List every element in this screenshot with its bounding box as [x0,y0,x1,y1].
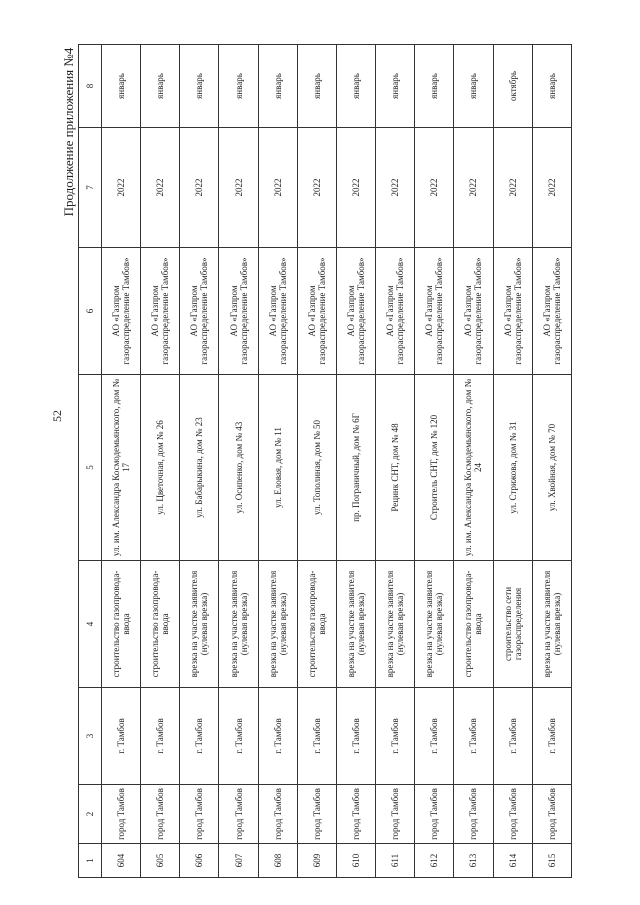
cell-work-type: врезка на участке заявителя (нулевая врезка) [415,561,454,688]
column-header-settlement: 3 [79,688,102,785]
cell-address: ул. Цветочная, дом № 26 [141,375,180,561]
cell-municipality: город Тамбов [219,785,258,844]
cell-settlement: г. Тамбов [102,688,141,785]
cell-work-type: врезка на участке заявителя (нулевая врезка) [219,561,258,688]
cell-row-number: 607 [219,844,258,878]
cell-municipality: город Тамбов [258,785,297,844]
cell-work-type: врезка на участке заявителя (нулевая врезка) [336,561,375,688]
cell-municipality: город Тамбов [493,785,532,844]
cell-settlement: г. Тамбов [493,688,532,785]
cell-month: январь [532,45,571,128]
column-header-year: 7 [79,128,102,248]
column-header-address: 5 [79,375,102,561]
cell-organization: АО «Газпром газораспределение Тамбов» [102,248,141,375]
table-row [297,45,336,878]
table-body [79,45,572,878]
cell-work-type: строительство газопровода-ввода [454,561,493,688]
cell-year: 2022 [141,128,180,248]
cell-municipality: город Тамбов [454,785,493,844]
page-number: 52 [50,410,64,422]
cell-work-type: врезка на участке заявителя (нулевая врезка) [532,561,571,688]
cell-settlement: г. Тамбов [141,688,180,785]
column-header-organization: 6 [79,248,102,375]
table-row [376,45,415,878]
cell-year: 2022 [102,128,141,248]
cell-row-number: 610 [336,844,375,878]
table-row [415,45,454,878]
cell-settlement: г. Тамбов [454,688,493,785]
cell-organization: АО «Газпром газораспределение Тамбов» [180,248,219,375]
cell-row-number: 615 [532,844,571,878]
cell-year: 2022 [376,128,415,248]
cell-municipality: город Тамбов [180,785,219,844]
cell-address: ул. Тополиная, дом № 50 [297,375,336,561]
cell-work-type: врезка на участке заявителя (нулевая врезка) [180,561,219,688]
cell-month: январь [219,45,258,128]
cell-municipality: город Тамбов [336,785,375,844]
cell-organization: АО «Газпром газораспределение Тамбов» [454,248,493,375]
cell-year: 2022 [415,128,454,248]
cell-month: январь [180,45,219,128]
cell-municipality: город Тамбов [297,785,336,844]
table-row [454,45,493,878]
cell-organization: АО «Газпром газораспределение Тамбов» [415,248,454,375]
column-header-month: 8 [79,45,102,128]
table-header-row [79,45,102,878]
cell-address: ул. Хвойная, дом № 70 [532,375,571,561]
column-header-municipality: 2 [79,785,102,844]
cell-municipality: город Тамбов [102,785,141,844]
cell-row-number: 609 [297,844,336,878]
cell-year: 2022 [454,128,493,248]
cell-settlement: г. Тамбов [336,688,375,785]
cell-work-type: строительство газопровода-ввода [141,561,180,688]
cell-address: ул. Еловая, дом № 11 [258,375,297,561]
cell-organization: АО «Газпром газораспределение Тамбов» [297,248,336,375]
cell-address: ул. им. Александра Космодемьянского, дом № 17 [102,375,141,561]
cell-settlement: г. Тамбов [297,688,336,785]
cell-address: ул. Стрижова, дом № 31 [493,375,532,561]
cell-municipality: город Тамбов [376,785,415,844]
cell-work-type: строительство газопровода-ввода [297,561,336,688]
cell-address: ул. им. Александра Космодемьянского, дом № 24 [454,375,493,561]
cell-row-number: 605 [141,844,180,878]
cell-row-number: 612 [415,844,454,878]
cell-year: 2022 [493,128,532,248]
cell-month: январь [258,45,297,128]
cell-month: октябрь [493,45,532,128]
table-row [532,45,571,878]
table-row [493,45,532,878]
cell-municipality: город Тамбов [415,785,454,844]
cell-municipality: город Тамбов [532,785,571,844]
cell-address: Строитель СНТ, дом № 120 [415,375,454,561]
cell-work-type: врезка на участке заявителя (нулевая врезка) [376,561,415,688]
cell-row-number: 604 [102,844,141,878]
cell-year: 2022 [180,128,219,248]
cell-address: ул. Бабарыкина, дом № 23 [180,375,219,561]
cell-settlement: г. Тамбов [258,688,297,785]
cell-organization: АО «Газпром газораспределение Тамбов» [493,248,532,375]
rotated-table-container [78,45,572,878]
cell-row-number: 613 [454,844,493,878]
cell-row-number: 614 [493,844,532,878]
cell-organization: АО «Газпром газораспределение Тамбов» [532,248,571,375]
cell-year: 2022 [219,128,258,248]
cell-settlement: г. Тамбов [180,688,219,785]
cell-address: Рецинк СНТ, дом № 48 [376,375,415,561]
cell-settlement: г. Тамбов [532,688,571,785]
table-caption: Продолжение приложения №4 [61,47,76,217]
cell-organization: АО «Газпром газораспределение Тамбов» [141,248,180,375]
table-row [180,45,219,878]
gas-connections-table [78,44,572,878]
cell-settlement: г. Тамбов [415,688,454,785]
cell-settlement: г. Тамбов [376,688,415,785]
cell-year: 2022 [297,128,336,248]
cell-month: январь [376,45,415,128]
table-row [336,45,375,878]
cell-month: январь [415,45,454,128]
cell-organization: АО «Газпром газораспределение Тамбов» [219,248,258,375]
cell-month: январь [454,45,493,128]
table-row [102,45,141,878]
cell-work-type: строительство сети газораспределения [493,561,532,688]
table-row [141,45,180,878]
cell-organization: АО «Газпром газораспределение Тамбов» [258,248,297,375]
cell-address: пр. Пограничный, дом № 6Г [336,375,375,561]
cell-row-number: 606 [180,844,219,878]
cell-work-type: врезка на участке заявителя (нулевая врезка) [258,561,297,688]
cell-row-number: 608 [258,844,297,878]
table-row [258,45,297,878]
cell-organization: АО «Газпром газораспределение Тамбов» [336,248,375,375]
table-row [219,45,258,878]
cell-row-number: 611 [376,844,415,878]
column-header-work-type: 4 [79,561,102,688]
cell-month: январь [297,45,336,128]
cell-year: 2022 [258,128,297,248]
cell-year: 2022 [336,128,375,248]
cell-month: январь [336,45,375,128]
cell-municipality: город Тамбов [141,785,180,844]
cell-work-type: строительство газопровода-ввода [102,561,141,688]
cell-address: ул. Осипенко, дом № 43 [219,375,258,561]
cell-organization: АО «Газпром газораспределение Тамбов» [376,248,415,375]
cell-month: январь [141,45,180,128]
column-header-row-number: 1 [79,844,102,878]
cell-year: 2022 [532,128,571,248]
cell-settlement: г. Тамбов [219,688,258,785]
cell-month: январь [102,45,141,128]
